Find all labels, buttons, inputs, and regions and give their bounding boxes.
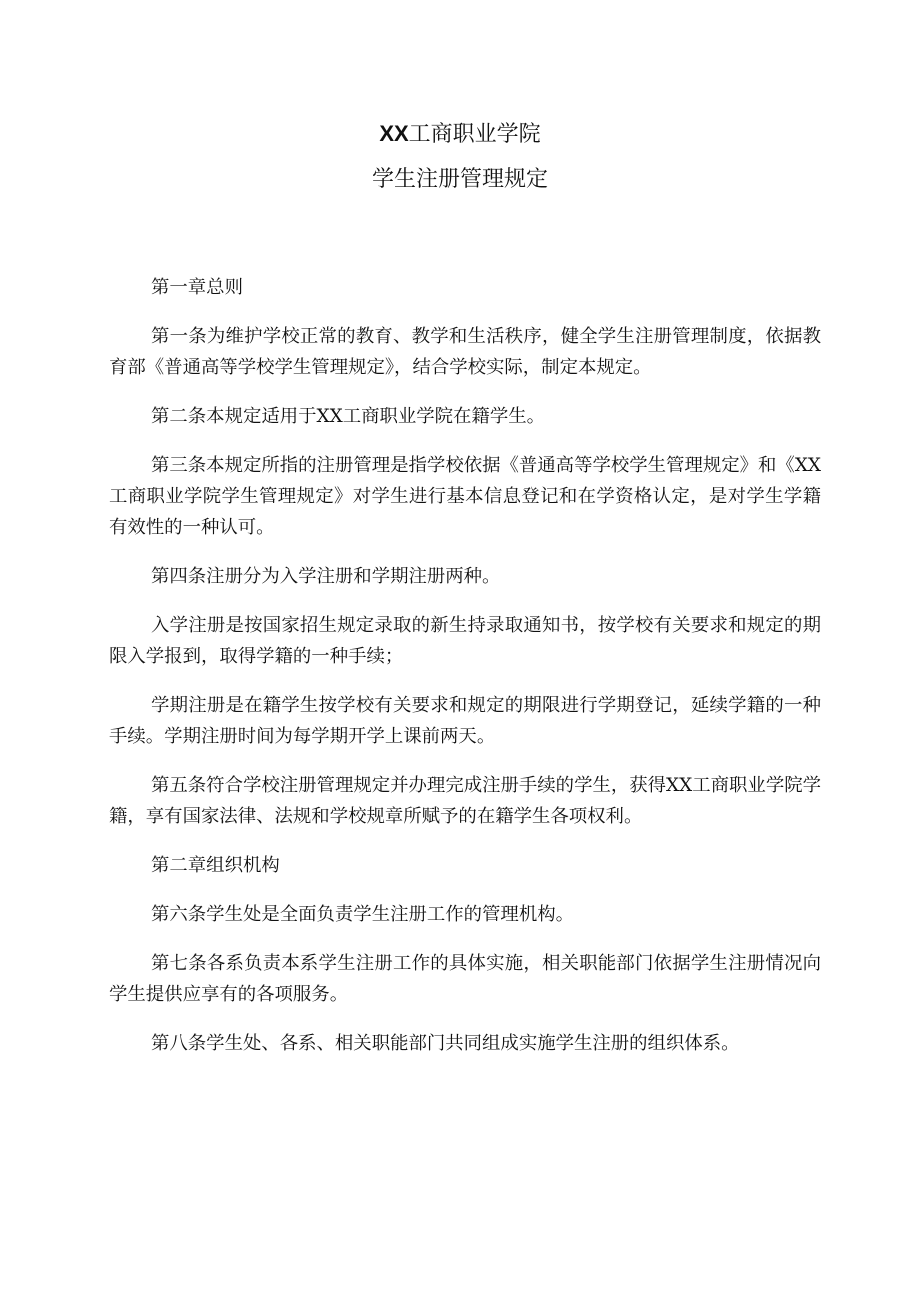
article-paragraph: 第六条学生处是全面负责学生注册工作的管理机构。 <box>151 904 574 925</box>
article-paragraph: 第八条学生处、各系、相关职能部门共同组成实施学生注册的组织体系。 <box>151 1033 740 1054</box>
article-paragraph: 第七条各系负责本系学生注册工作的具体实施，相关职能部门依据学生注册情况向学生提供应享有的各项服务。 <box>109 953 821 1005</box>
article-paragraph: 第三条本规定所指的注册管理是指学校依据《普通高等学校学生管理规定》和《XX工商职业学院学生管理规定》对学生进行基本信息登记和在学资格认定，是对学生学籍有效性的一种认可。 <box>109 455 821 538</box>
title-prefix: XX <box>379 121 409 146</box>
document-body <box>109 272 821 1077</box>
chapter-heading: 第一章总则 <box>151 277 243 298</box>
body-paragraph: 学期注册是在籍学生按学校有关要求和规定的期限进行学期登记，延续学籍的一种手续。学期注册时间为每学期开学上课前两天。 <box>109 695 821 747</box>
article-paragraph: 第二条本规定适用于XX工商职业学院在籍学生。 <box>151 406 545 427</box>
article-paragraph: 第四条注册分为入学注册和学期注册两种。 <box>151 566 501 587</box>
document-title <box>0 122 920 146</box>
article-paragraph: 第一条为维护学校正常的教育、教学和生活秩序，健全学生注册管理制度，依据教育部《普通高等学校学生管理规定》，结合学校实际，制定本规定。 <box>109 326 821 378</box>
title-text: 工商职业学院 <box>408 122 541 147</box>
document-subtitle: 学生注册管理规定 <box>371 167 548 192</box>
body-paragraph: 入学注册是按国家招生规定录取的新生持录取通知书，按学校有关要求和规定的期限入学报到，取得学籍的一种手续； <box>109 615 821 667</box>
document-header <box>0 122 920 192</box>
chapter-heading: 第二章组织机构 <box>151 855 280 876</box>
article-paragraph: 第五条符合学校注册管理规定并办理完成注册手续的学生，获得XX工商职业学院学籍，享有国家法律、法规和学校规章所赋予的在籍学生各项权利。 <box>109 775 821 827</box>
